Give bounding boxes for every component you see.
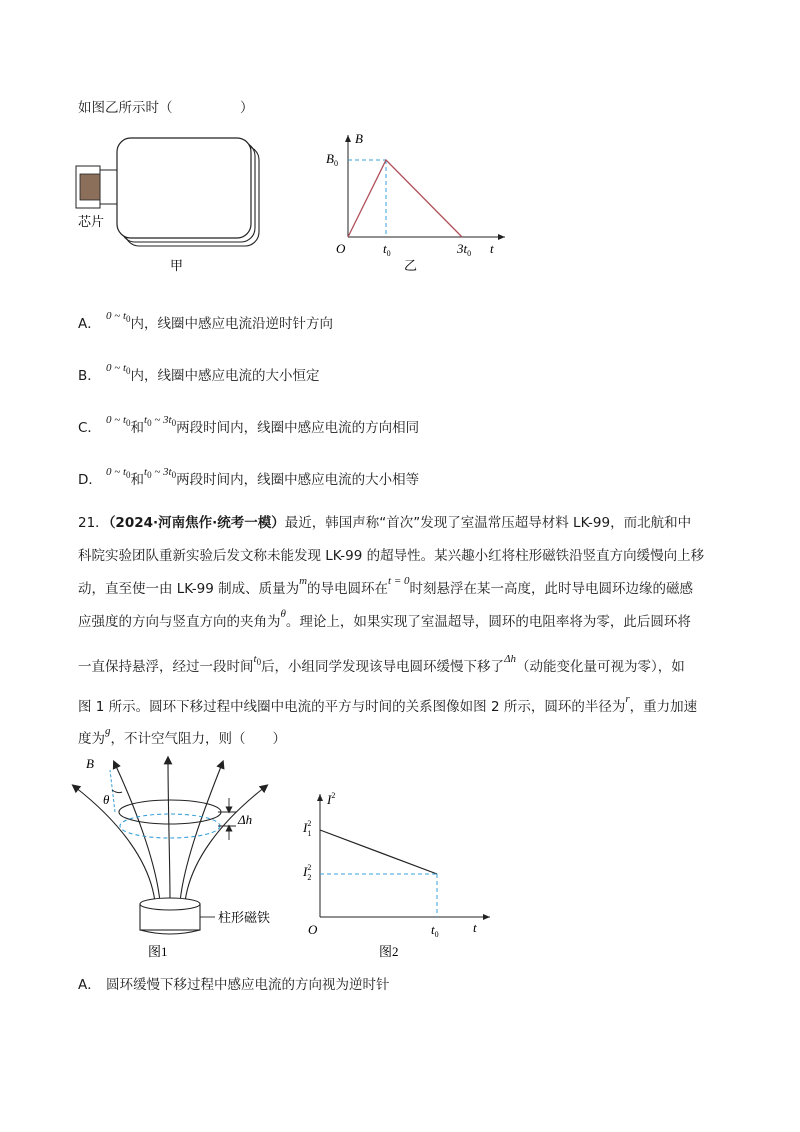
intro-line: 如图乙所示时（ ）: [78, 100, 254, 116]
option-d[interactable]: D． $^{0 \sim t_0}$和$^{t_0 \sim 3t_0}$两段时间内，线圈中感应电流的大小相等: [78, 466, 420, 488]
option-b[interactable]: B． $^{0 \sim t_0}$内，线圈中感应电流的大小恒定: [78, 362, 320, 384]
chip-label: 芯片: [78, 214, 105, 229]
figure-1: [60, 752, 310, 967]
fig-yi-caption: 乙: [404, 258, 418, 273]
q21-option-a[interactable]: A． 圆环缓慢下移过程中感应电流的方向视为逆时针: [78, 977, 390, 993]
b-label: B: [86, 756, 94, 771]
field-line: [115, 764, 160, 902]
q21-line-7: 度为$^g$，不计空气阻力，则（ ）: [78, 725, 286, 747]
magnet-label: 柱形磁铁: [218, 910, 271, 925]
i2-squared-tick: $I^2$ 2: [303, 863, 312, 882]
b-t-series-line: [348, 160, 462, 237]
q21-line-5: 一直保持悬浮，经过一段时间$^{t_0}$后，小组同学发现该导电圆环缓慢下移了$^{\Delta h}$（动能变化量可视为零），如: [78, 653, 685, 675]
q21-line-1: 21．（2024·河南焦作·统考一模）最近，韩国声称“首次”发现了室温常压超导材料 LK-99，而北航和中: [78, 515, 692, 531]
y-axis-label: B: [355, 131, 363, 146]
ring: [119, 800, 221, 824]
ring-lowered: [120, 814, 220, 838]
option-c[interactable]: C． $^{0 \sim t_0}$和$^{t_0 \sim 3t_0}$两段时间内，线圈中感应电流的方向相同: [78, 414, 420, 436]
q21-line-6: 图 1 所示。圆环下移过程中线圈中电流的平方与时间的关系图像如图 2 所示，圆环的半径为$^r$，重力加速: [78, 693, 698, 715]
figure-2: [295, 782, 500, 967]
origin-label: O: [336, 241, 346, 256]
figure-jia: [70, 130, 270, 275]
y-tick-b0: $B_0$: [326, 151, 338, 168]
q21-line-3: 动，直至使一由 LK-99 制成、质量为$^m$的导电圆环在$^{t = 0}$时刻悬浮在某一高度，此时导电圆环边缘的磁感: [78, 575, 694, 597]
i1-squared-tick: $I^2$ 1: [303, 819, 312, 838]
x-tick-t0: $t_0$: [431, 922, 439, 939]
field-line: [75, 787, 155, 902]
question-source: （2024·河南焦作·统考一模）: [108, 515, 285, 531]
delta-h-label: Δh: [238, 812, 253, 827]
option-a[interactable]: A． $^{0 \sim t_0}$内，线圈中感应电流沿逆时针方向: [78, 310, 334, 332]
origin-label: O: [308, 922, 318, 937]
field-line: [185, 787, 265, 902]
field-line: [168, 760, 170, 902]
fig2-caption: 图2: [379, 944, 399, 959]
q21-line-4: 应强度的方向与竖直方向的夹角为$^\theta$。理论上，如果实现了室温超导，圆环的电阻率将为零，此后圆环将: [78, 608, 691, 630]
question-number: 21．: [78, 515, 109, 531]
fig1-caption: 图1: [148, 944, 168, 959]
fig-jia-caption: 甲: [170, 258, 184, 273]
q21-line-2: 科院实验团队重新实验后发文称未能发现 LK-99 的超导性。某兴趣小红将柱形磁铁沿竖直方向缓慢向上移: [78, 548, 705, 564]
x-tick-t0: $t_0$: [383, 241, 391, 258]
theta-label: θ: [103, 792, 110, 807]
x-axis-label: t: [473, 920, 477, 935]
i-squared-line: [320, 830, 437, 874]
figure-yi: [320, 125, 510, 275]
field-line: [180, 764, 222, 902]
x-axis-label: t: [490, 241, 494, 256]
y-axis-label: $I^2$: [327, 791, 336, 807]
x-tick-3t0: $3t_0$: [457, 241, 472, 258]
